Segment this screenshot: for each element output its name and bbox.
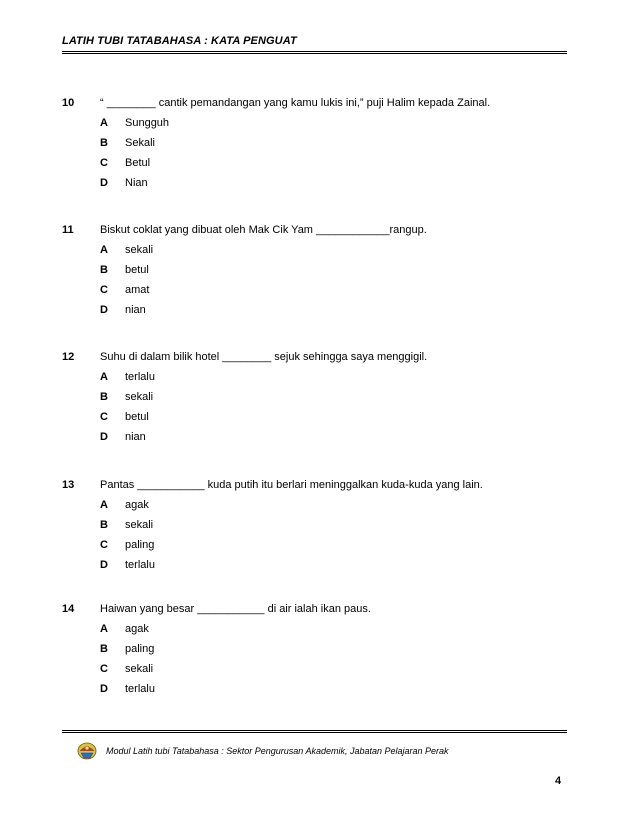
option-text: Sekali <box>125 137 155 149</box>
option-letter: D <box>100 177 108 189</box>
question-block <box>62 478 567 572</box>
option-letter: D <box>100 304 108 316</box>
option-text: terlalu <box>125 683 155 695</box>
question-block <box>62 602 567 696</box>
option-text: Nian <box>125 177 148 189</box>
question-block <box>62 350 567 444</box>
option-letter: C <box>100 157 108 169</box>
footer-divider <box>62 730 567 733</box>
answer-option <box>62 303 567 317</box>
answer-option <box>62 430 567 444</box>
option-letter: A <box>100 371 108 383</box>
option-text: Sungguh <box>125 117 170 129</box>
answer-option <box>62 370 567 384</box>
option-letter: C <box>100 539 108 551</box>
question-text: Biskut coklat yang dibuat oleh Mak Cik Yam ____________rangup. <box>100 224 427 236</box>
option-text: sekali <box>125 391 154 403</box>
answer-option <box>62 263 567 277</box>
answer-option <box>62 156 567 170</box>
option-letter: D <box>100 431 108 443</box>
option-text: sekali <box>125 663 154 675</box>
option-letter: A <box>100 623 108 635</box>
option-text: paling <box>125 539 155 551</box>
answer-option <box>62 390 567 404</box>
option-text: nian <box>125 304 146 316</box>
question-number: 12 <box>62 351 75 363</box>
option-text: betul <box>125 264 149 276</box>
option-letter: D <box>100 559 108 571</box>
header-divider <box>62 51 567 54</box>
option-text: Betul <box>125 157 151 169</box>
question-text: Pantas ___________ kuda putih itu berlari meninggalkan kuda-kuda yang lain. <box>100 479 483 491</box>
option-letter: A <box>100 499 108 511</box>
answer-option <box>62 176 567 190</box>
option-letter: D <box>100 683 108 695</box>
option-letter: B <box>100 391 108 403</box>
question-number: 11 <box>62 224 74 236</box>
answer-option <box>62 622 567 636</box>
option-text: terlalu <box>125 559 155 571</box>
option-text: betul <box>125 411 149 423</box>
answer-option <box>62 538 567 552</box>
option-text: agak <box>125 499 149 511</box>
option-letter: C <box>100 663 108 675</box>
question-text: “ ________ cantik pemandangan yang kamu lukis ini,” puji Halim kepada Zainal. <box>100 97 491 109</box>
answer-option <box>62 642 567 656</box>
option-letter: A <box>100 244 108 256</box>
question-block <box>62 223 567 317</box>
option-text: terlalu <box>125 371 155 383</box>
question-number: 14 <box>62 603 75 615</box>
option-letter: B <box>100 643 108 655</box>
question-number: 13 <box>62 479 75 491</box>
crest-logo-icon <box>76 739 98 761</box>
page-number: 4 <box>555 775 562 787</box>
option-text: agak <box>125 623 149 635</box>
question-block <box>62 96 567 190</box>
option-text: amat <box>125 284 150 296</box>
question-text: Haiwan yang besar ___________ di air ialah ikan paus. <box>100 603 371 615</box>
answer-option <box>62 518 567 532</box>
option-letter: B <box>100 519 108 531</box>
answer-option <box>62 116 567 130</box>
answer-option <box>62 243 567 257</box>
option-letter: B <box>100 137 108 149</box>
option-text: nian <box>125 431 146 443</box>
document-header-title: LATIH TUBI TATABAHASA : KATA PENGUAT <box>62 35 297 47</box>
answer-option <box>62 136 567 150</box>
question-number: 10 <box>62 97 75 109</box>
answer-option <box>62 662 567 676</box>
answer-option <box>62 682 567 696</box>
option-text: sekali <box>125 519 154 531</box>
question-text: Suhu di dalam bilik hotel ________ sejuk sehingga saya menggigil. <box>100 351 428 363</box>
option-text: paling <box>125 643 155 655</box>
option-letter: C <box>100 411 108 423</box>
option-letter: A <box>100 117 108 129</box>
answer-option <box>62 283 567 297</box>
footer-text: Modul Latih tubi Tatabahasa : Sektor Pengurusan Akademik, Jabatan Pelajaran Perak <box>106 746 449 756</box>
answer-option <box>62 558 567 572</box>
answer-option <box>62 498 567 512</box>
option-letter: B <box>100 264 108 276</box>
option-text: sekali <box>125 244 154 256</box>
option-letter: C <box>100 284 108 296</box>
answer-option <box>62 410 567 424</box>
